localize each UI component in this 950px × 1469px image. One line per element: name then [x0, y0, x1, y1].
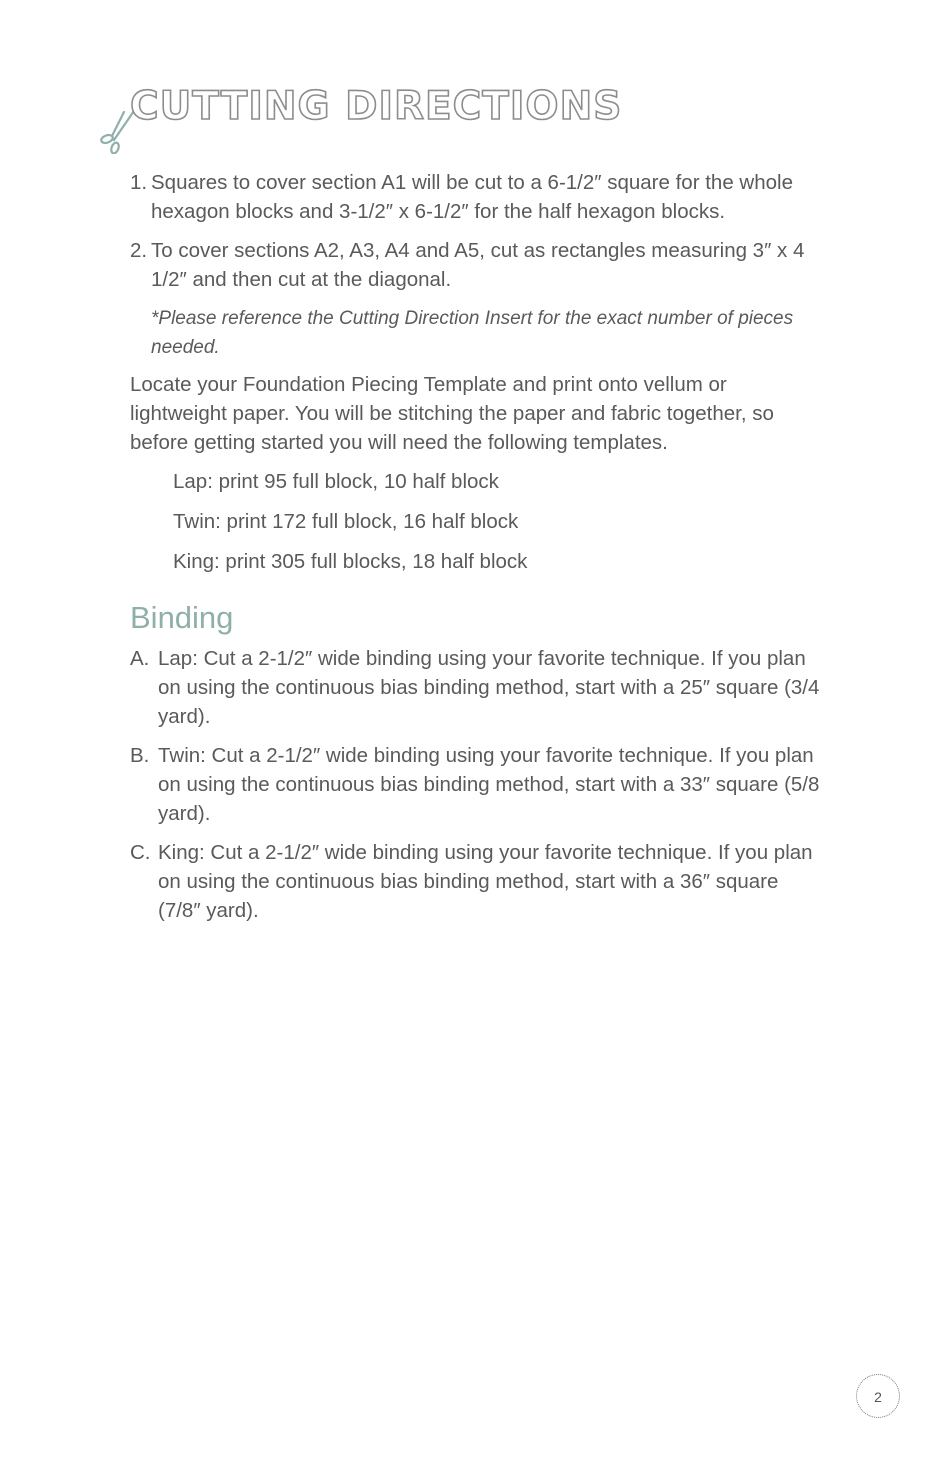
- size-king: King: print 305 full blocks, 18 half block: [173, 550, 528, 573]
- step-text: To cover sections A2, A3, A4 and A5, cut as rectangles measuring 3″ x 4 1/2″ and then cut at the diagonal.: [151, 239, 805, 291]
- binding-item: [130, 644, 820, 731]
- reference-note: *Please reference the Cutting Direction Insert for the exact number of pieces needed.: [151, 308, 794, 358]
- size-lap: Lap: print 95 full block, 10 half block: [173, 470, 499, 493]
- binding-text: Twin: Cut a 2-1/2″ wide binding using your favorite technique. If you plan on using the continuous bias binding method, start with a 33″ square (5/8 yard).: [158, 744, 820, 825]
- step-number: 2.: [130, 239, 148, 262]
- page-title: CUTTING DIRECTIONS: [130, 84, 623, 129]
- step-number: 1.: [130, 171, 148, 194]
- binding-heading: Binding: [130, 600, 234, 635]
- page-number: 2: [856, 1374, 900, 1418]
- binding-marker: C.: [130, 841, 151, 864]
- binding-text: Lap: Cut a 2-1/2″ wide binding using your favorite technique. If you plan on using the continuous bias binding method, start with a 25″ square (3/4 yard).: [158, 647, 820, 728]
- binding-marker: A.: [130, 647, 150, 670]
- template-paragraph: Locate your Foundation Piecing Template and print onto vellum or lightweight paper. You will be stitching the paper and fabric together, so before getting started you will need the following templates.: [130, 373, 774, 454]
- step-text: Squares to cover section A1 will be cut to a 6-1/2″ square for the whole hexagon blocks and 3-1/2″ x 6-1/2″ for the half hexagon blocks.: [151, 171, 793, 223]
- binding-item: [130, 741, 820, 828]
- cutting-step: [130, 236, 820, 294]
- binding-item: [130, 838, 820, 925]
- size-twin: Twin: print 172 full block, 16 half block: [173, 510, 519, 533]
- binding-text: King: Cut a 2-1/2″ wide binding using your favorite technique. If you plan on using the continuous bias binding method, start with a 36″ square (7/8″ yard).: [158, 841, 813, 922]
- content: [130, 168, 820, 935]
- cutting-step: [130, 168, 820, 226]
- binding-marker: B.: [130, 744, 150, 767]
